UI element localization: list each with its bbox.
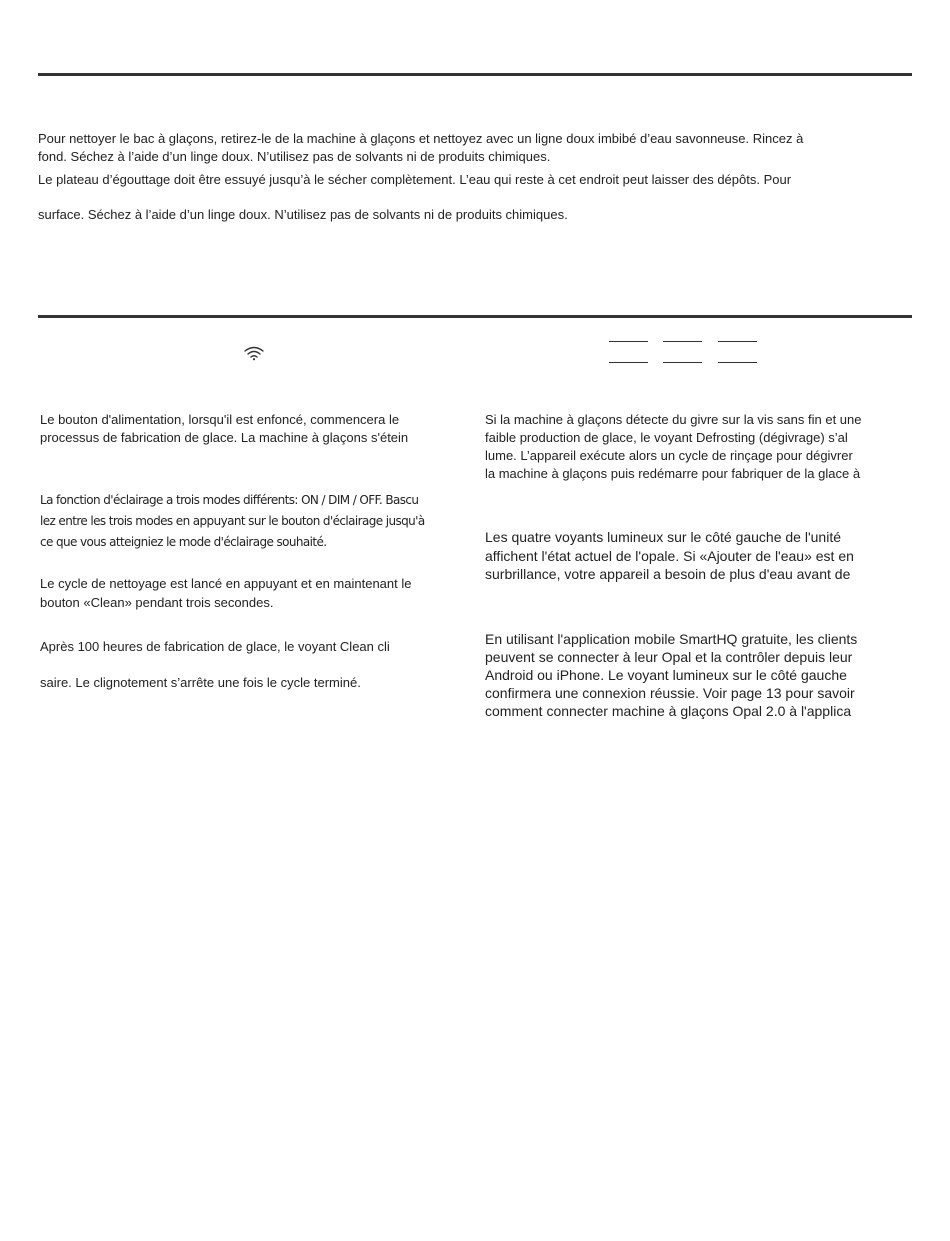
clean-light-paragraph-line-1: Après 100 heures de fabrication de glace, le voyant Clean cli	[40, 639, 390, 654]
power-button-paragraph	[40, 411, 408, 447]
dash-line	[609, 341, 648, 342]
dash-line	[663, 341, 702, 342]
drip-tray-paragraph-line-1: Le plateau d’égouttage doit être essuyé jusqu’à le sécher complètement. L’eau qui reste à cet endroit peut laisser des dépôts. Pour	[38, 172, 792, 187]
text-line: comment connecter machine à glaçons Opal 2.0 à l'applica	[485, 703, 852, 719]
drip-tray-paragraph-line-2: surface. Séchez à l’aide d’un linge doux. N’utilisez pas de solvants ni de produits chimiques.	[38, 207, 568, 222]
text-line: confirmera une connexion réussie. Voir page 13 pour savoir	[485, 685, 855, 701]
text-line: lez entre les trois modes en appuyant sur le bouton d'éclairage jusqu'à	[40, 514, 425, 528]
dash-line	[663, 362, 702, 363]
ice-bin-line-2: fond. Séchez à l’aide d’un linge doux. N’utilisez pas de solvants ni de produits chimiques.	[38, 149, 551, 164]
text-line: faible production de glace, le voyant Defrosting (dégivrage) s’al	[485, 430, 848, 445]
text-line: la machine à glaçons puis redémarre pour fabriquer de la glace à	[485, 466, 861, 481]
middle-rule	[38, 315, 912, 318]
text-line: Le bouton d'alimentation, lorsqu'il est enfoncé, commencera le	[40, 412, 400, 427]
text-line: Si la machine à glaçons détecte du givre sur la vis sans fin et une	[485, 412, 862, 427]
text-line: processus de fabrication de glace. La machine à glaçons s'étein	[40, 430, 409, 445]
text-line: lume. L’appareil exécute alors un cycle de rinçage pour dégivrer	[485, 448, 853, 463]
text-line: Le cycle de nettoyage est lancé en appuyant et en maintenant le	[40, 576, 412, 591]
text-line: ce que vous atteigniez le mode d'éclairage souhaité.	[40, 535, 327, 549]
wifi-icon	[243, 345, 265, 361]
clean-cycle-paragraph	[40, 574, 411, 612]
defrost-paragraph	[485, 411, 862, 483]
smarthq-app-paragraph	[485, 630, 857, 720]
dash-line	[718, 362, 757, 363]
dash-line	[718, 341, 757, 342]
clean-light-paragraph-line-2: saire. Le clignotement s’arrête une fois le cycle terminé.	[40, 675, 361, 690]
dash-line	[609, 362, 648, 363]
top-rule	[38, 73, 912, 76]
text-line: Les quatre voyants lumineux sur le côté gauche de l'unité	[485, 529, 842, 545]
text-line: surbrillance, votre appareil a besoin de plus d'eau avant de	[485, 566, 851, 582]
text-line: affichent l'état actuel de l'opale. Si «Ajouter de l'eau» est en	[485, 547, 854, 564]
status-lights-paragraph	[485, 528, 854, 584]
ice-bin-line-1: Pour nettoyer le bac à glaçons, retirez-le de la machine à glaçons et nettoyez avec un ligne doux imbibé d’eau savonneuse. Rincez à	[38, 131, 804, 146]
light-function-paragraph	[40, 490, 425, 553]
text-line: peuvent se connecter à leur Opal et la contrôler depuis leur	[485, 649, 853, 665]
text-line: bouton «Clean» pendant trois secondes.	[40, 595, 274, 610]
text-line: En utilisant l'application mobile SmartHQ gratuite, les clients	[485, 631, 858, 647]
text-line: La fonction d'éclairage a trois modes différents: ON / DIM / OFF. Bascu	[40, 493, 419, 507]
ice-bin-paragraph	[38, 130, 803, 166]
text-line: Android ou iPhone. Le voyant lumineux sur le côté gauche	[485, 667, 847, 683]
